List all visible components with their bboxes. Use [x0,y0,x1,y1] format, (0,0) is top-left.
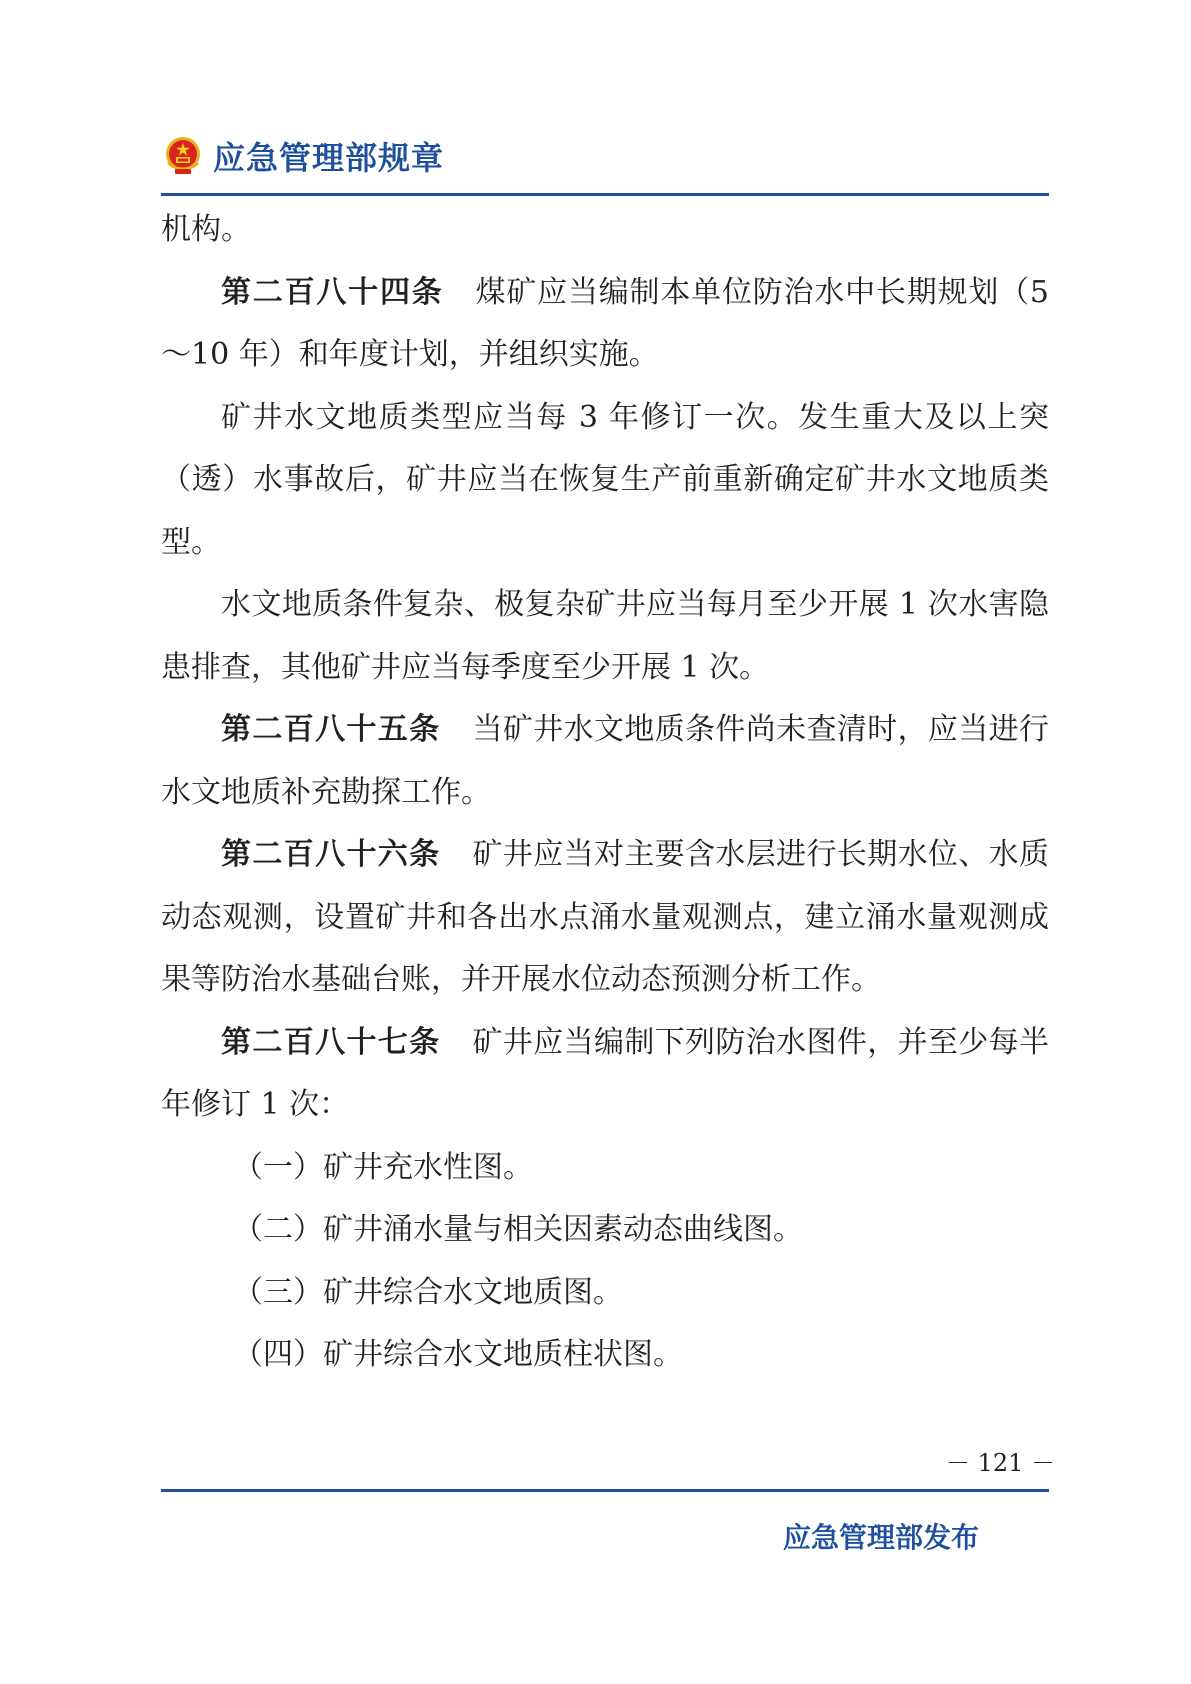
header-title: 应急管理部规章 [213,139,445,177]
footer-rule [161,1489,1049,1492]
list-item: （一）矿井充水性图。 [233,1149,533,1185]
article-287 [161,1012,1049,1137]
national-emblem-icon [161,134,205,178]
header-rule [161,193,1049,196]
article-284 [161,262,1049,387]
footer-title: 应急管理部发布 [783,1521,980,1554]
document-body [161,199,1049,1387]
list-item: （四）矿井综合水文地质柱状图。 [233,1337,683,1372]
article-284-title: 第二百八十四条 [221,274,444,310]
page-number: － 121 － [946,1449,1056,1477]
article-285 [161,699,1049,824]
article-286-text: 矿井应当对主要含水层进行长期水位、水质动态观测，设置矿井和各出水点涌水量观测点，建立涌水量观测成果等防治水基础台账，并开展水位动态预测分析工作。 [161,837,1050,997]
article-284-paragraph-2: 矿井水文地质类型应当每 3 年修订一次。发生重大及以上突（透）水事故后，矿井应当在恢复生产前重新确定矿井水文地质类型。 [161,399,1049,560]
article-284-text: 煤矿应当编制本单位防治水中长期规划（5～10 年）和年度计划，并组织实施。 [161,274,1049,372]
continued-paragraph: 机构。 [161,212,251,247]
list-item: （三）矿井综合水文地质图。 [233,1274,623,1310]
article-287-title: 第二百八十七条 [221,1024,441,1060]
article-285-title: 第二百八十五条 [221,712,441,747]
article-287-text: 矿井应当编制下列防治水图件，并至少每半年修订 1 次： [161,1024,1050,1122]
article-285-text: 当矿井水文地质条件尚未查清时，应当进行水文地质补充勘探工作。 [161,712,1050,810]
page-header [161,128,444,184]
article-286-title: 第二百八十六条 [221,837,441,872]
article-284-paragraph-3: 水文地质条件复杂、极复杂矿井应当每月至少开展 1 次水害隐患排查，其他矿井应当每季度至少开展 1 次。 [161,587,1049,685]
list-item: （二）矿井涌水量与相关因素动态曲线图。 [233,1212,803,1247]
article-286 [161,824,1049,1012]
